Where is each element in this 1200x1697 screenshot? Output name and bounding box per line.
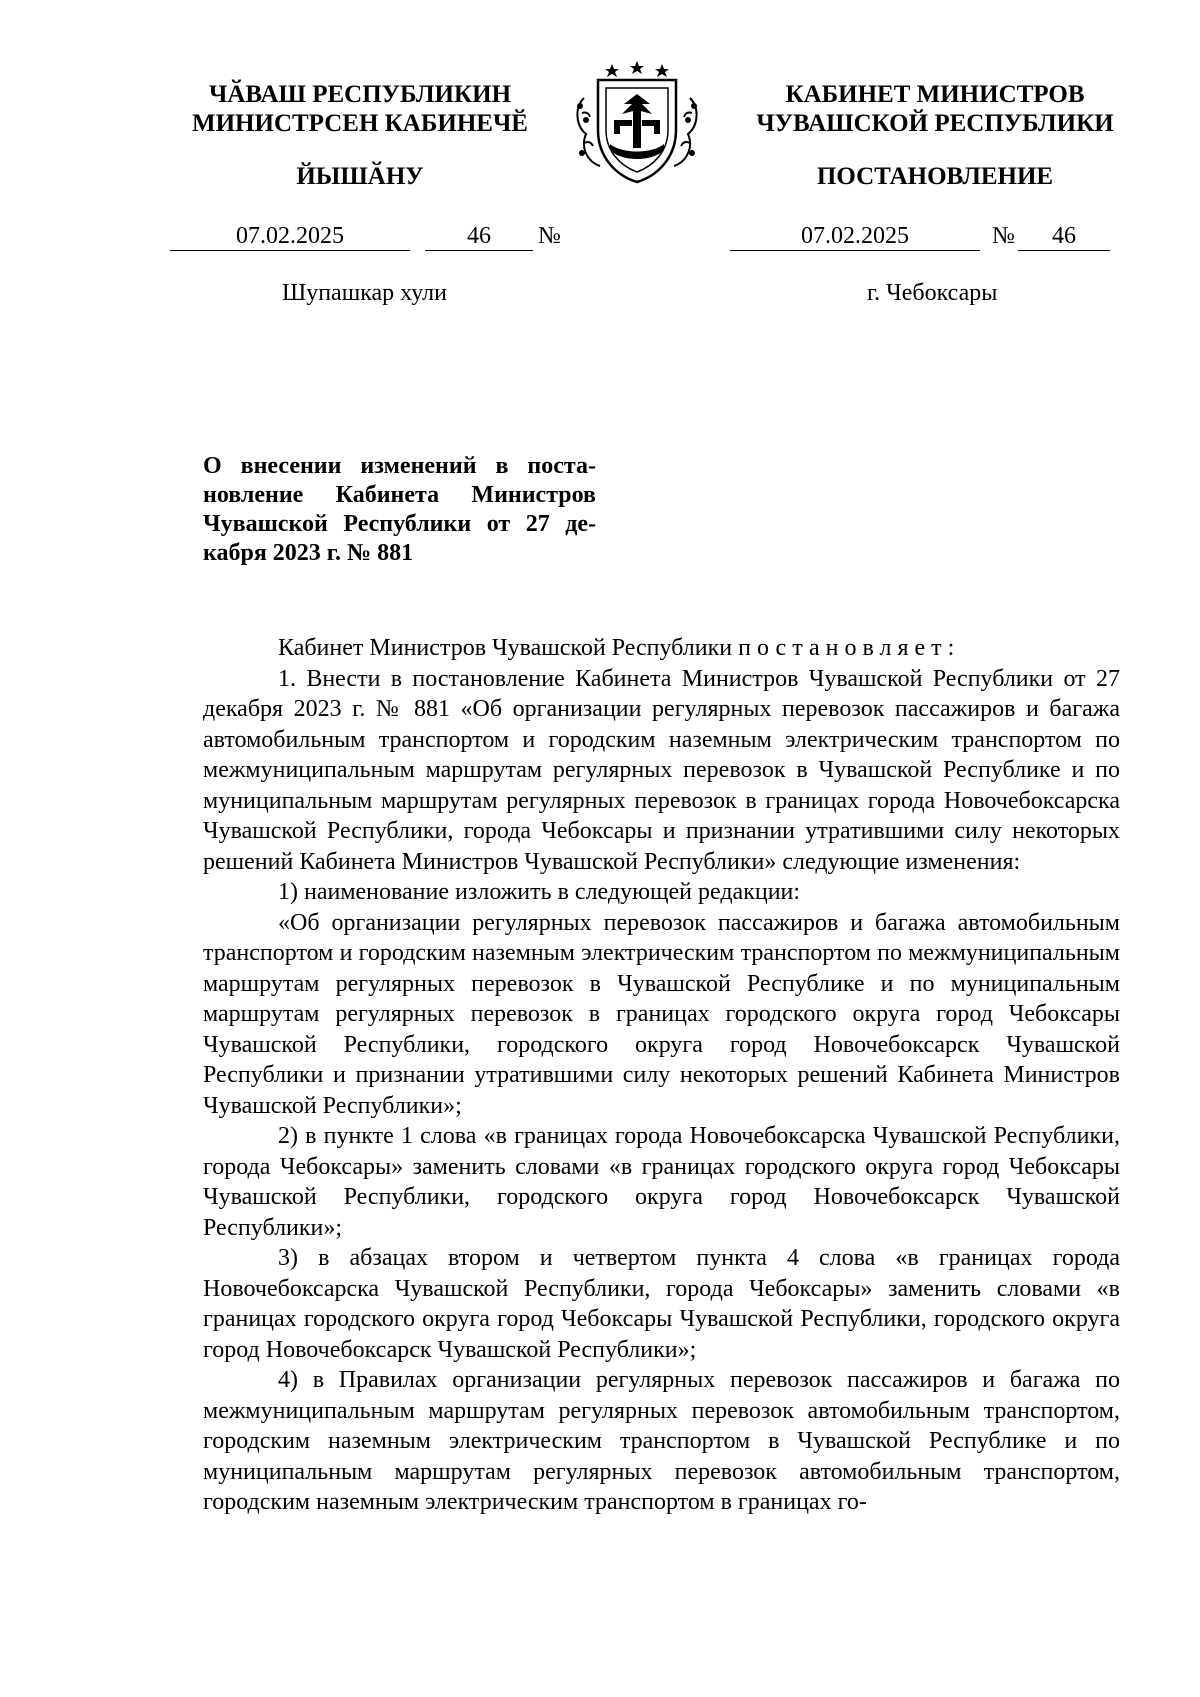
body-paragraph: 2) в пункте 1 слова «в границах города Новочебоксарска Чувашской Республики, города Чебоксары» заменить словами «в границах городского округа город Чебоксары Чувашской Республики, городского округа город Новочебоксарск Чувашской Республики»; bbox=[203, 1123, 1120, 1241]
chuvash-republic-emblem-icon bbox=[562, 58, 712, 188]
city-right: г. Чебоксары bbox=[867, 280, 998, 306]
right-date-field: 07.02.2025 bbox=[730, 222, 980, 251]
left-date-field: 07.02.2025 bbox=[170, 222, 410, 251]
preamble-text: Кабинет Министров Чувашской Республики bbox=[278, 635, 739, 661]
preamble-keyword: постановляет: bbox=[738, 635, 961, 661]
right-number-sign: № bbox=[992, 223, 1015, 249]
document-body bbox=[203, 633, 1120, 1518]
left-number-sign: № bbox=[538, 223, 561, 249]
header-left-line2: МИНИСТРСЕН КАБИНЕЧӖ bbox=[192, 110, 528, 137]
header-right-title bbox=[735, 80, 1135, 138]
header-right-line1: КАБИНЕТ МИНИСТРОВ bbox=[785, 81, 1085, 108]
subject-line: Чувашской Республики от 27 де- bbox=[203, 511, 596, 537]
document-subject bbox=[203, 452, 596, 568]
left-number-field: 46 bbox=[425, 222, 533, 251]
subject-line: О внесении изменений в поста- bbox=[203, 453, 596, 479]
header-left-title bbox=[175, 80, 545, 138]
right-number-field: 46 bbox=[1018, 222, 1110, 251]
preamble bbox=[203, 633, 1120, 664]
body-paragraph: 1. Внести в постановление Кабинета Министров Чувашской Республики от 27 декабря 2023 г. № 881 «Об организации регулярных перевозок пассажиров и багажа автомобильным транспортом и городским наземным электрическим транспортом по межмуниципальным маршрутам регулярных перевозок в Чувашской Республике и по муниципальным маршрутам регулярных перевозок в границах города Новочебоксарска Чувашской Республики, города Чебоксары и признании утратившими силу некоторых решений Кабинета Министров Чувашской Республики» следующие изменения: bbox=[203, 665, 1120, 875]
subject-line: кабря 2023 г. № 881 bbox=[203, 540, 414, 566]
header-right-line2: ЧУВАШСКОЙ РЕСПУБЛИКИ bbox=[756, 110, 1114, 137]
body-paragraph: 1) наименование изложить в следующей редакции: bbox=[278, 879, 801, 905]
body-paragraph: «Об организации регулярных перевозок пассажиров и багажа автомобильным транспортом и городским наземным электрическим транспортом по межмуниципальным маршрутам регулярных перевозок в Чувашской Республике и по муниципальным маршрутам регулярных перевозок в границах городского округа город Чебоксары Чувашской Республики, городского округа город Новочебоксарск Чувашской Республики и признании утратившими силу некоторых решений Кабинета Министров Чувашской Республики»; bbox=[203, 909, 1120, 1119]
city-left: Шупашкар хули bbox=[282, 280, 447, 306]
header-left-doctype: ЙЫШӐНУ bbox=[296, 163, 424, 190]
header-right-doctype: ПОСТАНОВЛЕНИЕ bbox=[816, 163, 1054, 190]
subject-line: новление Кабинета Министров bbox=[203, 482, 596, 508]
header-left-line1: ЧӐВАШ РЕСПУБЛИКИН bbox=[208, 81, 512, 108]
body-paragraph: 3) в абзацах втором и четвертом пункта 4 слова «в границах города Новочебоксарска Чувашской Республики, города Чебоксары» заменить словами «в границах городского округа город Чебоксары Чувашской Республики, городского округа город Новочебоксарск Чувашской Республики»; bbox=[203, 1245, 1120, 1363]
body-paragraph: 4) в Правилах организации регулярных перевозок пассажиров и багажа по межмуниципальным маршрутам регулярных перевозок автомобильным транспортом, городским наземным электрическим транспортом в Чувашской Республике и по муниципальным маршрутам регулярных перевозок автомобильным транспортом, городским наземным электрическим транспортом в границах го- bbox=[203, 1367, 1120, 1515]
